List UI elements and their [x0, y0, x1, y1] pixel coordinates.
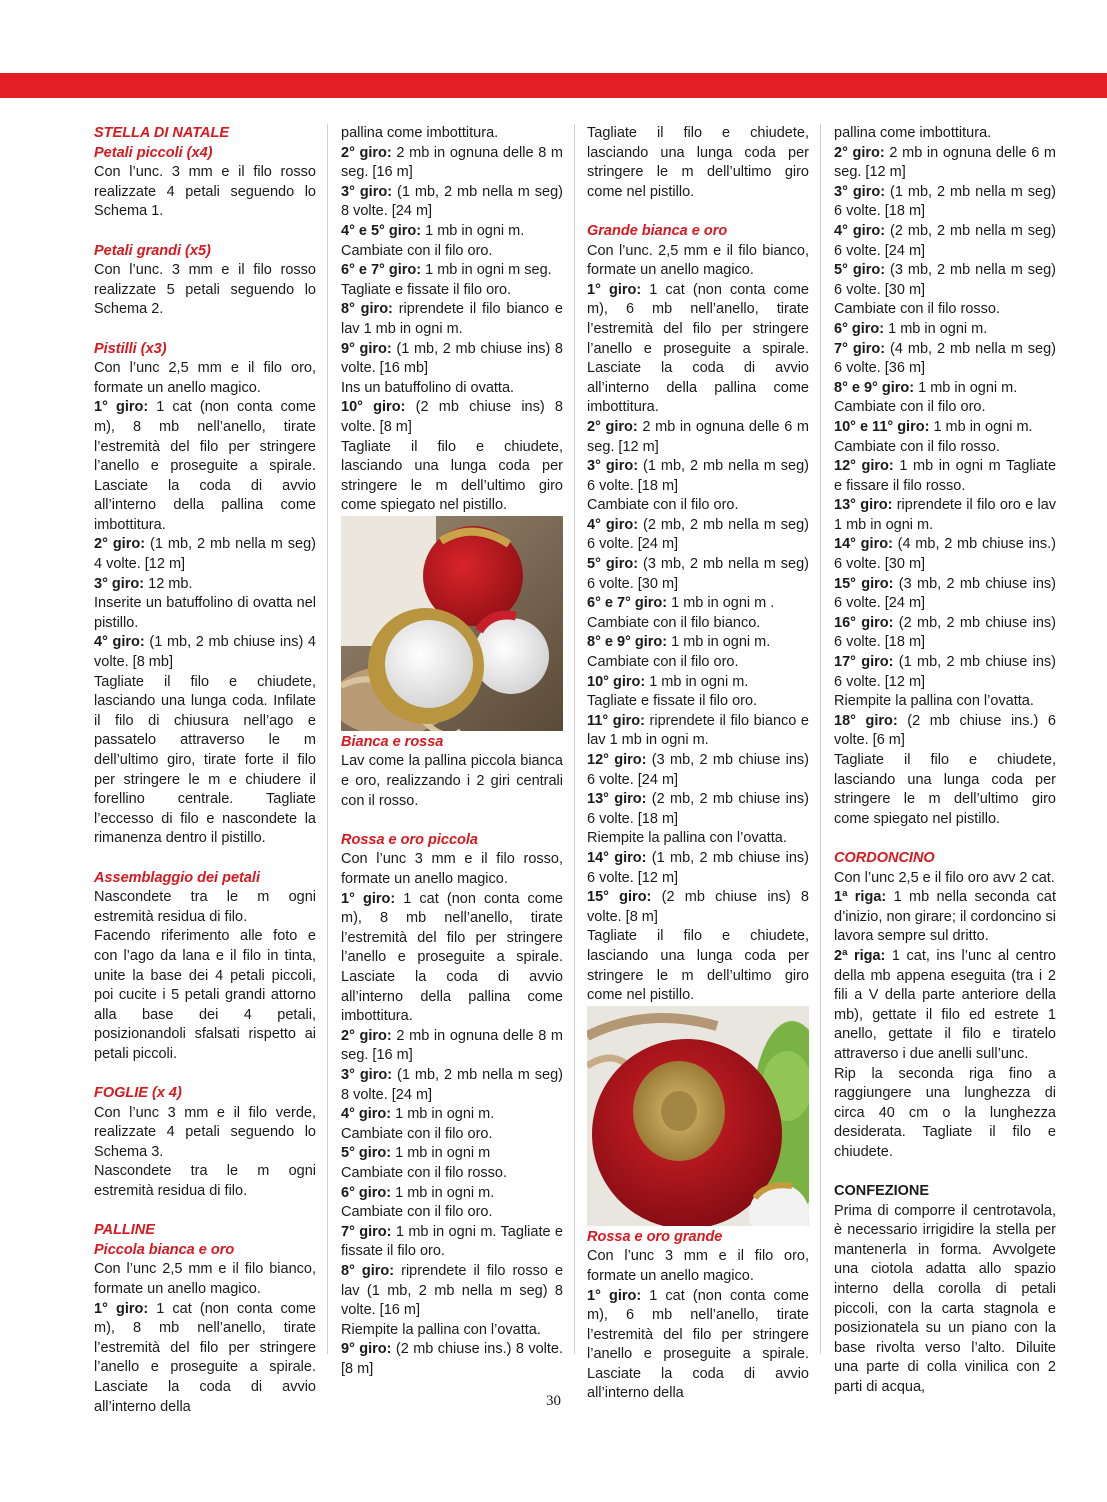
body-paragraph: Riempite la pallina con l’ovatta.: [341, 1321, 541, 1338]
round-text: (2 mb chiuse ins.) 8 volte. [8 m]: [341, 1341, 563, 1377]
section-heading: Petali piccoli (x4): [94, 144, 213, 161]
round-instruction: [341, 1340, 563, 1379]
round-instruction: [94, 575, 316, 595]
round-label: 10° giro:: [341, 399, 406, 416]
round-instruction: [341, 340, 563, 379]
body-paragraph: Tagliate e fissate il filo oro.: [341, 281, 512, 298]
round-text: riprendete il filo rosso e lav (1 mb, 2 mb nella m seg) 8 volte. [16 m]: [341, 1262, 564, 1319]
round-label: 2° giro:: [587, 418, 638, 435]
paragraph-gap: [94, 320, 316, 340]
round-label: 1ª riga:: [834, 889, 887, 906]
round-text: 1 mb in ogni m.: [391, 1184, 495, 1201]
paragraph-gap: [94, 1202, 316, 1222]
round-instruction: [341, 183, 563, 222]
text-column-2: [341, 124, 563, 1379]
body-paragraph: Cambiate con il filo rosso.: [834, 301, 1001, 318]
body-paragraph: Cambiate con il filo oro.: [834, 399, 986, 416]
body-paragraph: Cambiate con il filo rosso.: [834, 438, 1001, 455]
round-instruction: [341, 1262, 563, 1321]
paragraph-gap: [834, 829, 1056, 849]
round-label: 3° giro:: [834, 183, 886, 200]
round-label: 4° giro:: [834, 222, 886, 239]
round-instruction: [587, 1287, 809, 1405]
round-text: 1 mb in ogni m.: [914, 379, 1018, 396]
body-paragraph: Cambiate con il filo oro.: [341, 1125, 493, 1142]
body-paragraph: Con l’unc. 3 mm e il filo rosso realizzate 4 petali seguendo lo Schema 1.: [94, 164, 316, 220]
round-text: (1 mb, 2 mb nella m seg) 6 volte. [18 m]: [587, 458, 809, 494]
round-text: 2 mb in ognuna delle 6 m seg. [12 m]: [587, 418, 810, 455]
text-column-1: [94, 124, 316, 1417]
round-text: 1 mb in ogni m.: [391, 1106, 495, 1123]
round-label: 2° giro:: [341, 1027, 392, 1044]
round-instruction: [341, 1144, 563, 1164]
round-text: 1 mb nella seconda cat d’inizio, non girare; il cordoncino si lavora sempre sul dritto.: [834, 889, 1056, 945]
round-text: (1 mb, 2 mb nella m seg) 4 volte. [12 m]: [94, 536, 316, 573]
round-text: 1 mb in ogni m.: [884, 320, 988, 337]
round-text: (2 mb, 2 mb nella m seg) 6 volte. [24 m]: [587, 516, 809, 553]
round-instruction: [587, 594, 809, 614]
round-label: 7° giro:: [341, 1223, 392, 1240]
round-label: 5° giro:: [341, 1145, 392, 1162]
body-paragraph: Con l’unc 2,5 e il filo oro avv 2 cat.: [834, 869, 1055, 886]
round-text: (3 mb, 2 mb chiuse ins) 6 volte. [24 m]: [834, 575, 1056, 612]
round-instruction: [834, 888, 1056, 947]
round-instruction: [341, 1027, 563, 1066]
body-paragraph: Cambiate con il filo oro.: [587, 497, 739, 514]
photo-red-gold-ball: [587, 1006, 809, 1226]
body-paragraph: Ins un batuffolino di ovatta.: [341, 379, 515, 396]
round-instruction: [341, 890, 563, 1027]
round-instruction: [834, 457, 1056, 496]
round-text: (3 mb, 2 mb nella m seg) 6 volte. [30 m]: [587, 556, 809, 592]
round-text: 1 mb in ogni m .: [667, 595, 775, 612]
round-label: 13° giro:: [587, 791, 647, 808]
round-instruction: [587, 555, 809, 594]
round-instruction: [94, 398, 316, 535]
round-label: 6° e 7° giro:: [587, 595, 668, 612]
round-label: 13° giro:: [834, 497, 893, 514]
round-text: 1 mb in ogni m Tagliate e fissare il filo rosso.: [834, 458, 1057, 494]
column-divider: [327, 124, 328, 1354]
paragraph-gap: [94, 222, 316, 242]
body-paragraph: Nascondete tra le m ogni estremità residua di filo.: [94, 889, 316, 925]
round-instruction: [834, 712, 1056, 751]
round-text: (2 mb, 2 mb chiuse ins) 6 volte. [18 m]: [834, 614, 1056, 651]
round-instruction: [834, 320, 1056, 340]
round-text: 1 cat (non conta come m), 6 mb nell’anello, tirate l’estremità del filo per stringere l’anello e proseguite a spirale. Lasciate la coda di avvio all’interno della: [587, 1287, 809, 1402]
round-label: 16° giro:: [834, 614, 894, 631]
round-instruction: [834, 496, 1056, 535]
round-instruction: [587, 457, 809, 496]
round-label: 14° giro:: [587, 849, 647, 866]
body-paragraph: Con l’unc 2,5 mm e il filo oro, formate un anello magico.: [94, 360, 316, 396]
round-text: (2 mb chiuse ins) 8 volte. [8 m]: [587, 889, 809, 925]
round-text: (4 mb, 2 mb nella m seg) 6 volte. [36 m]: [834, 340, 1056, 377]
round-text: (1 mb, 2 mb nella m seg) 6 volte. [18 m]: [834, 183, 1056, 220]
column-divider: [574, 124, 575, 1354]
round-text: 1 cat (non conta come m), 6 mb nell’anello, tirate l’estremità del filo per stringere l’anello e proseguite a spirale. Lasciate la coda di avvio all’interno della pallina come imbottitura.: [587, 281, 809, 416]
round-label: 11° giro:: [587, 712, 645, 729]
round-label: 3° giro:: [94, 575, 145, 592]
round-instruction: [341, 144, 563, 183]
body-paragraph: Cambiate con il filo rosso.: [341, 1164, 508, 1181]
body-paragraph: Cambiate con il filo oro.: [341, 242, 493, 259]
round-label: 8° giro:: [341, 1262, 395, 1279]
section-heading: STELLA DI NATALE: [94, 125, 230, 141]
round-label: 10° giro:: [587, 673, 646, 690]
round-text: riprendete il filo oro e lav 1 mb in ogni m.: [834, 497, 1057, 533]
round-label: 8° e 9° giro:: [834, 379, 915, 396]
round-instruction: [587, 790, 809, 829]
round-label: 2° giro:: [341, 144, 392, 161]
round-text: 1 mb in ogni m seg.: [421, 262, 552, 279]
section-heading: Piccola bianca e oro: [94, 1241, 235, 1258]
body-paragraph: Cambiate con il filo bianco.: [587, 614, 761, 631]
paragraph-gap: [94, 849, 316, 869]
photo-white-gold-balls: [341, 516, 563, 731]
round-text: 2 mb in ognuna delle 6 m seg. [12 m]: [834, 144, 1057, 181]
round-text: (2 mb chiuse ins.) 6 volte. [6 m]: [834, 712, 1056, 749]
section-heading: Assemblaggio dei petali: [94, 869, 260, 886]
round-label: 6° e 7° giro:: [341, 262, 422, 279]
round-instruction: [587, 712, 809, 751]
round-instruction: [341, 222, 563, 242]
round-text: 1 cat (non conta come m), 8 mb nell’anello, tirate l’estremità del filo per stringere l’anello e proseguite a spirale. Lasciate la coda di avvio all’interno della pallina come imbottitura.: [94, 399, 316, 533]
round-label: 3° giro:: [587, 458, 639, 475]
round-instruction: [341, 1184, 563, 1204]
body-paragraph: Tagliate il filo e chiudete, lasciando una lunga coda per stringere le m dell’ultimo giro come spiegato nel pistillo.: [834, 752, 1056, 827]
round-label: 8° giro:: [341, 301, 393, 318]
round-text: (1 mb, 2 mb chiuse ins) 4 volte. [8 mb]: [94, 634, 316, 671]
paragraph-gap: [94, 1065, 316, 1085]
body-paragraph: Cambiate con il filo oro.: [587, 654, 739, 671]
round-label: 2ª riga:: [834, 947, 886, 964]
round-label: 10° e 11° giro:: [834, 418, 930, 435]
body-paragraph: Tagliate il filo e chiudete, lasciando una lunga coda per stringere le m dell’ultimo giro come spiegato nel pistillo.: [341, 438, 563, 514]
round-label: 5° giro:: [834, 262, 886, 279]
round-instruction: [341, 300, 563, 339]
round-instruction: [834, 222, 1056, 261]
section-heading: CONFEZIONE: [834, 1183, 930, 1200]
body-paragraph: Nascondete tra le m ogni estremità residua di filo.: [94, 1163, 316, 1200]
body-paragraph: Tagliate il filo e chiudete, lasciando una lunga coda per stringere le m dell’ultimo giro come nel pistillo.: [587, 928, 809, 1004]
body-paragraph: Tagliate il filo e chiudete, lasciando una lunga coda per stringere le m dell’ultimo giro come nel pistillo.: [587, 125, 809, 200]
round-label: 1° giro:: [94, 399, 149, 416]
round-text: (1 mb, 2 mb nella m seg) 8 volte. [24 m]: [341, 1066, 563, 1103]
round-instruction: [587, 849, 809, 888]
body-paragraph: Con l’unc 3 mm e il filo oro, formate un anello magico.: [587, 1248, 809, 1284]
red-header-band: [0, 73, 1107, 98]
body-paragraph: Con l’unc 3 mm e il filo rosso, formate un anello magico.: [341, 851, 563, 888]
round-text: (2 mb, 2 mb chiuse ins) 6 volte. [18 m]: [587, 791, 809, 827]
section-heading: Bianca e rossa: [341, 733, 444, 750]
section-heading: Rossa e oro piccola: [341, 831, 478, 848]
round-text: (1 mb, 2 mb chiuse ins) 8 volte. [16 mb]: [341, 340, 563, 377]
round-instruction: [587, 673, 809, 693]
body-paragraph: Inserite un batuffolino di ovatta nel pistillo.: [94, 595, 316, 631]
section-heading: Pistilli (x3): [94, 340, 167, 357]
round-text: 1 mb in ogni m: [391, 1145, 491, 1162]
section-heading: PALLINE: [94, 1222, 155, 1239]
round-instruction: [834, 947, 1056, 1065]
round-label: 1° giro:: [341, 890, 396, 907]
round-text: 1 mb in ogni m. Tagliate e fissate il filo oro.: [341, 1223, 563, 1260]
round-text: (1 mb, 2 mb chiuse ins) 6 volte. [12 m]: [587, 849, 809, 886]
section-heading: Petali grandi (x5): [94, 242, 211, 259]
round-instruction: [94, 535, 316, 574]
round-label: 15° giro:: [587, 889, 652, 906]
round-instruction: [587, 516, 809, 555]
round-text: 1 mb in ogni m.: [421, 222, 525, 239]
round-label: 9° giro:: [341, 1341, 392, 1358]
body-paragraph: Con l’unc. 3 mm e il filo rosso realizzate 5 petali seguendo lo Schema 2.: [94, 262, 316, 318]
round-label: 15° giro:: [834, 575, 894, 592]
body-paragraph: pallina come imbottitura.: [834, 125, 992, 141]
page-number: 30: [546, 1393, 561, 1409]
round-text: 12 mb.: [144, 575, 193, 592]
round-text: (4 mb, 2 mb chiuse ins.) 6 volte. [30 m]: [834, 536, 1057, 573]
round-label: 4° giro:: [94, 634, 145, 651]
round-label: 2° giro:: [94, 536, 146, 553]
body-paragraph: pallina come imbottitura.: [341, 125, 499, 141]
round-label: 4° e 5° giro:: [341, 222, 422, 239]
round-text: (3 mb, 2 mb nella m seg) 6 volte. [30 m]: [834, 262, 1056, 298]
body-paragraph: Tagliate e fissate il filo oro.: [587, 693, 758, 710]
round-text: (1 mb, 2 mb nella m seg) 8 volte. [24 m]: [341, 183, 563, 220]
round-label: 8° e 9° giro:: [587, 634, 668, 651]
round-instruction: [834, 183, 1056, 222]
round-instruction: [341, 1066, 563, 1105]
paragraph-gap: [341, 811, 563, 831]
body-paragraph: Facendo riferimento alle foto e con l’ago da lana e il filo in tinta, unite la base dei 4 petali piccoli, poi cucite i 5 petali grandi attorno alla base dei 4 petali, posizionandoli sfalsati rispetto ai petali piccoli.: [94, 928, 316, 1062]
round-label: 3° giro:: [341, 1066, 393, 1083]
round-instruction: [587, 281, 809, 418]
body-paragraph: Riempite la pallina con l’ovatta.: [587, 830, 787, 847]
round-label: 4° giro:: [341, 1106, 392, 1123]
round-instruction: [341, 398, 563, 437]
body-paragraph: Riempite la pallina con l’ovatta.: [834, 693, 1034, 710]
round-instruction: [834, 418, 1056, 438]
round-text: 2 mb in ognuna delle 8 m seg. [16 m]: [341, 1027, 564, 1064]
round-instruction: [834, 535, 1056, 574]
round-instruction: [587, 418, 809, 457]
round-label: 6° giro:: [341, 1184, 392, 1201]
round-instruction: [341, 1223, 563, 1262]
round-label: 12° giro:: [587, 752, 647, 768]
round-text: 1 mb in ogni m.: [929, 418, 1033, 435]
round-text: 1 cat, ins l’unc al centro della mb appena eseguita (tra i 2 fili a V della parte anteriore della mb), gettate il filo ed estrete 1 anello, gettate il filo e tiratelo attraverso i due anelli sull’unc.: [834, 947, 1056, 1062]
round-label: 1° giro:: [587, 281, 642, 298]
round-label: 14° giro:: [834, 536, 893, 553]
section-heading: Rossa e oro grande: [587, 1228, 723, 1245]
body-paragraph: Rip la seconda riga fino a raggiungere una lunghezza di circa 40 cm o la lunghezza desiderata. Tagliate il filo e chiudete.: [834, 1065, 1056, 1160]
round-label: 1° giro:: [94, 1300, 149, 1317]
round-label: 2° giro:: [834, 144, 885, 161]
round-instruction: [834, 261, 1056, 300]
round-text: (2 mb, 2 mb nella m seg) 6 volte. [24 m]: [834, 222, 1056, 259]
round-label: 18° giro:: [834, 712, 898, 729]
body-paragraph: Con l’unc. 2,5 mm e il filo bianco, formate un anello magico.: [587, 242, 809, 279]
round-text: riprendete il filo bianco e lav 1 mb in ogni m.: [587, 712, 809, 749]
round-label: 3° giro:: [341, 183, 393, 200]
round-instruction: [834, 144, 1056, 183]
round-label: 6° giro:: [834, 320, 885, 337]
body-paragraph: Con l’unc 2,5 mm e il filo bianco, formate un anello magico.: [94, 1261, 316, 1298]
round-text: (3 mb, 2 mb chiuse ins) 6 volte. [24 m]: [587, 752, 809, 788]
round-label: 4° giro:: [587, 516, 639, 533]
round-text: (1 mb, 2 mb chiuse ins) 6 volte. [12 m]: [834, 654, 1056, 690]
text-column-4: [834, 124, 1056, 1398]
round-instruction: [834, 379, 1056, 399]
round-text: 1 mb in ogni m.: [645, 673, 749, 690]
paragraph-gap: [587, 202, 809, 222]
text-column-3: [587, 124, 809, 1404]
round-label: 7° giro:: [834, 340, 886, 357]
round-instruction: [834, 575, 1056, 614]
round-label: 9° giro:: [341, 340, 392, 357]
round-instruction: [834, 614, 1056, 653]
round-instruction: [587, 751, 809, 790]
round-instruction: [341, 1105, 563, 1125]
body-paragraph: Lav come la pallina piccola bianca e oro, realizzando i 2 giri centrali con il rosso.: [341, 753, 563, 809]
round-instruction: [587, 888, 809, 927]
round-instruction: [834, 653, 1056, 692]
section-heading: Grande bianca e oro: [587, 222, 728, 239]
round-text: 1 cat (non conta come m), 8 mb nell’anello, tirate l’estremità del filo per stringere l’anello e proseguite a spirale. Lasciate la coda di avvio all’interno della pallina come imbottitura.: [341, 890, 563, 1025]
body-paragraph: Tagliate il filo e chiudete, lasciando una lunga coda. Infilate il filo di chiusura nell’ago e passatelo attraverso le m dell’ultimo giro, tirate forte il filo per stringere le m e chiudere il forellino centrale. Tagliate l’eccesso di filo e nascondete la rimanenza dentro il pistillo.: [94, 673, 316, 847]
round-instruction: [94, 633, 316, 672]
round-label: 12° giro:: [834, 458, 894, 475]
round-text: 2 mb in ognuna delle 8 m seg. [16 m]: [341, 144, 564, 181]
section-heading: FOGLIE (x 4): [94, 1085, 182, 1102]
paragraph-gap: [834, 1162, 1056, 1182]
round-instruction: [834, 340, 1056, 379]
round-text: 1 mb in ogni m.: [667, 634, 771, 651]
round-text: 1 cat (non conta come m), 8 mb nell’anello, tirate l’estremità del filo per stringere l’anello e proseguite a spirale. Lasciate la coda di avvio all’interno della: [94, 1300, 316, 1415]
section-heading: CORDONCINO: [834, 849, 935, 866]
round-label: 1° giro:: [587, 1287, 642, 1304]
round-instruction: [587, 633, 809, 653]
body-paragraph: Con l’unc 3 mm e il filo verde, realizzate 4 petali seguendo lo Schema 3.: [94, 1104, 316, 1160]
round-label: 17° giro:: [834, 654, 894, 671]
round-text: (2 mb chiuse ins) 8 volte. [8 m]: [341, 399, 563, 435]
body-paragraph: Cambiate con il filo oro.: [341, 1204, 493, 1221]
round-instruction: [341, 261, 563, 281]
round-text: riprendete il filo bianco e lav 1 mb in ogni m.: [341, 301, 563, 337]
round-label: 5° giro:: [587, 556, 639, 573]
column-divider: [820, 124, 821, 1354]
body-paragraph: Prima di comporre il centrotavola, è necessario irrigidire la stella per mantenerla in forma. Avvolgete una ciotola adatta allo spazio interno della corolla di petali piccoli, con la carta stagnola e posizionatela su un piano con la base rivolta verso l’alto. Diluite una parte di colla vinilica con 2 parti di acqua,: [834, 1202, 1056, 1395]
